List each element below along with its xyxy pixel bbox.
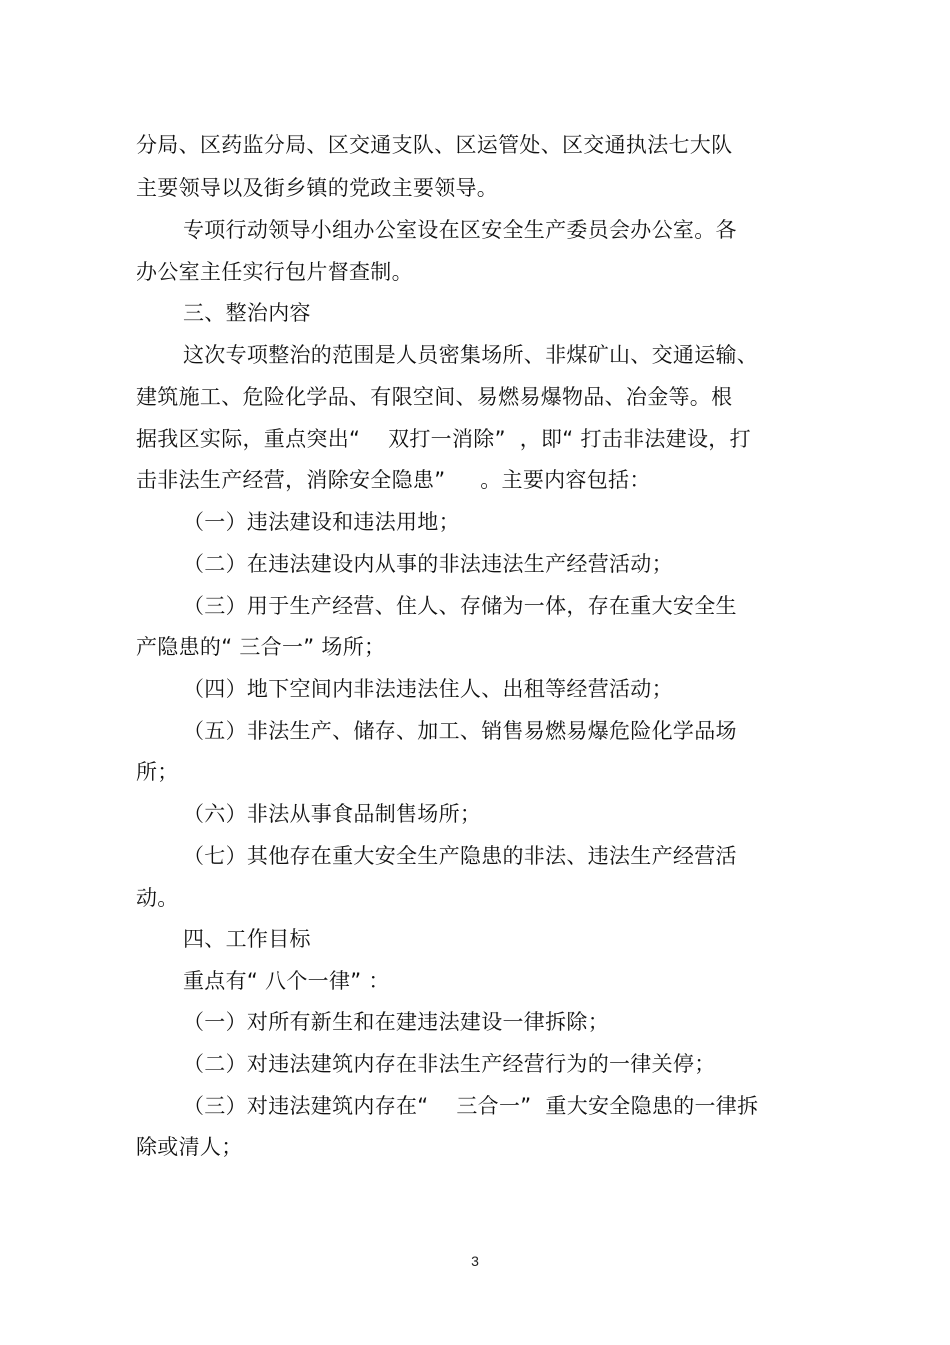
goal-item-2: （二）对违法建筑内存在非法生产经营行为的一律关停； — [183, 1052, 716, 1076]
list-item-4: （四）地下空间内非法违法住人、出租等经营活动； — [183, 677, 673, 701]
text-line-6: 这次专项整治的范围是人员密集场所、非煤矿山、交通运输、 — [183, 343, 759, 367]
text-line-7: 建筑施工、危险化学品、有限空间、易燃易爆物品、冶金等。根 — [136, 385, 733, 409]
list-item-5-cont: 所； — [136, 760, 179, 784]
text-line-2: 主要领导以及街乡镇的党政主要领导。 — [136, 176, 499, 200]
list-item-7-cont: 动。 — [136, 886, 179, 910]
list-item-3: （三）用于生产经营、住人、存储为一体，存在重大安全生 — [183, 594, 737, 618]
list-item-6: （六）非法从事食品制售场所； — [183, 802, 482, 826]
list-item-1: （一）违法建设和违法用地； — [183, 510, 460, 534]
text-line-21: 重点有“ 八个一律” ： — [183, 969, 390, 993]
list-item-5: （五）非法生产、储存、加工、销售易燃易爆危险化学品场 — [183, 719, 737, 743]
text-line-1: 分局、区药监分局、区交通支队、区运管处、区交通执法七大队 — [136, 133, 733, 157]
page-number: 3 — [471, 1253, 479, 1269]
text-line-8: 据我区实际，重点突出“ 双打一消除” ，即“ 打击非法建设，打 — [136, 427, 751, 451]
text-line-9: 击非法生产经营，消除安全隐患” 。主要内容包括： — [136, 468, 651, 492]
list-item-3-cont: 产隐患的“ 三合一” 场所； — [136, 635, 386, 659]
goal-item-1: （一）对所有新生和在建违法建设一律拆除； — [183, 1010, 609, 1034]
goal-item-3: （三）对违法建筑内存在“ 三合一” 重大安全隐患的一律拆 — [183, 1094, 759, 1118]
section-heading-3: 三、整治内容 — [183, 301, 311, 325]
text-line-4: 办公室主任实行包片督查制。 — [136, 260, 413, 284]
goal-item-3-cont: 除或清人； — [136, 1135, 243, 1159]
text-line-3: 专项行动领导小组办公室设在区安全生产委员会办公室。各 — [183, 218, 737, 242]
list-item-2: （二）在违法建设内从事的非法违法生产经营活动； — [183, 552, 673, 576]
list-item-7: （七）其他存在重大安全生产隐患的非法、违法生产经营活 — [183, 844, 737, 868]
section-heading-4: 四、工作目标 — [183, 927, 311, 951]
